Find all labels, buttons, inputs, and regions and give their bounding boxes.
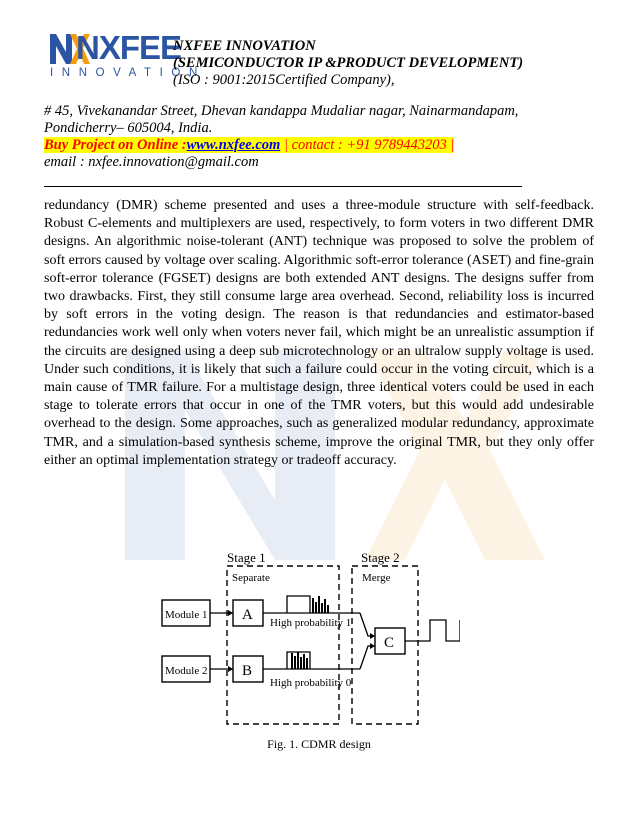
block-b-label: B (242, 663, 253, 679)
company-name: NXFEE INNOVATION (173, 38, 316, 54)
stage1-label: Stage 1 (227, 550, 266, 565)
address-line-2: Pondicherry– 605004, India. (44, 120, 213, 136)
separate-label: Separate (232, 572, 270, 584)
website-link[interactable]: www.nxfee.com (186, 137, 281, 153)
module1-label: Module 1 (165, 609, 208, 621)
cdmr-diagram (160, 548, 460, 728)
body-paragraph: redundancy (DMR) scheme presented and uses a three-module structure with self-feedback. Robust C-elements and multiplexers are used, respectively, to form voters in two different DMR designs. An algorithmic noise-tolerant (ANT) technique was proposed to solve the problem of soft errors caused by voltage over scaling. Algorithmic soft-error tolerance (ASET) and fine-grain soft-error tolerance (FGSET) designs are both extended ANT designs. The designs suffer from two drawbacks. First, they still consume large area overhead. Second, reliability loss is incurred by soft errors in the voting design. The reason is that redundancies and estimator-based redundancies work well only when voters never fail, which might be an unrealistic assumption if the circuits are designed using a deep sub microtechnology or an ultralow supply voltage is used. Under such conditions, it is likely that such a failure could occur in the voting circuit, which is a main cause of TMR failure. For a multistage design, three identical voters could be used in each stage to tolerate errors that occur in one of the TMR voters, but this would add undesirable overhead to the design. Some approaches, such as generalized modular redundancy, approximate TMR, and a simulation-based synthesis scheme, improve the original TMR, but they only offer either an optimal implementation strategy or tradeoff accuracy. (44, 198, 594, 468)
module2-label: Module 2 (165, 665, 208, 677)
address-block (44, 103, 518, 171)
address-line-1: # 45, Vivekanandar Street, Dhevan kandappa Mudaliar nagar, Nainarmandapam, (44, 103, 519, 119)
buy-project-line (44, 137, 518, 154)
logo-text: NXFEE (76, 29, 182, 66)
separator: | (280, 137, 292, 153)
logo-subtitle: INNOVATION (50, 67, 206, 79)
figure-caption: Fig. 1. CDMR design (267, 737, 371, 751)
high-prob-0-label: High probability 0 (270, 677, 352, 689)
block-a-label: A (242, 607, 253, 623)
company-division: (SEMICONDUCTOR IP &PRODUCT DEVELOPMENT) (173, 55, 524, 71)
merge-label: Merge (362, 572, 391, 584)
email-line: email : nxfee.innovation@gmail.com (44, 154, 259, 170)
stage2-label: Stage 2 (361, 550, 400, 565)
high-prob-1-label: High probability 1 (270, 617, 352, 629)
header-divider (44, 186, 522, 187)
contact-phone: contact : +91 9789443203 (291, 137, 447, 153)
buy-label: Buy Project on Online : (44, 137, 187, 153)
block-c-label: C (384, 635, 395, 651)
iso-certification: (ISO : 9001:2015Certified Company), (173, 72, 395, 88)
separator: | (446, 137, 455, 153)
company-header (173, 38, 523, 89)
